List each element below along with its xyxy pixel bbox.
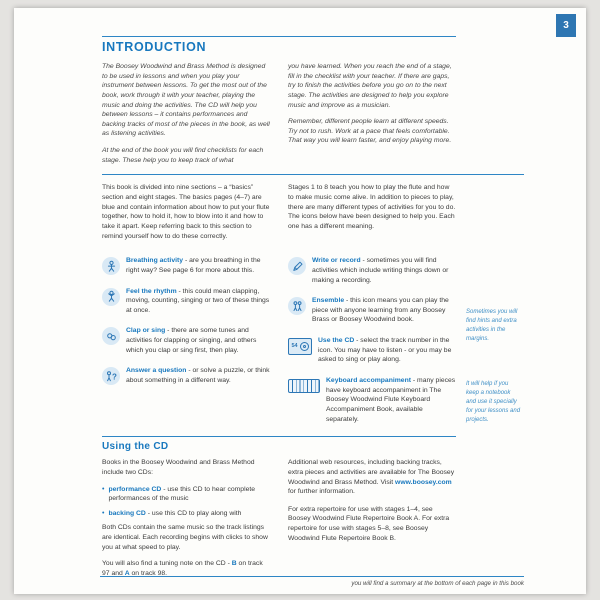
intro-column-left [102,62,270,172]
intro-paragraph: The Boosey Woodwind and Brass Method is designed to be used in lessons and when you play your instrument between lessons. To get the most out of the book, work through it with your teacher, playing the music and doing the activities. The CD will help you between lessons – it contains performances and backing tracks of most of the pieces in the book, as well as listening activities. [102,63,270,138]
cd-tuning-note: You will also find a tuning note on the CD - B on track 97 and A on track 98. [102,560,263,577]
margin-note: Sometimes you will find hints and extra activities in the margins. [466,309,518,342]
bullet-glyph: • [102,509,105,517]
intro-paragraph: Remember, different people learn at different speeds. Try not to rush. Work at a pace that feels comfortable. That way you will learn faster, and enjoy playing more. [288,118,452,145]
cd-paragraph: Books in the Boosey Woodwind and Brass Method include two CDs: [102,459,255,476]
cd-bullet-performance [102,485,270,504]
legend-item-write [288,256,456,285]
legend-item-question [102,366,270,385]
bullet-glyph: • [102,485,105,493]
legend-item-text: Keyboard accompaniment - many pieces have keyboard accompaniment in The Boosey Woodwind Flute Keyboard Accompaniment Book, available separately. [326,377,456,423]
cd-disc-glyph [300,342,309,351]
overview-left: This book is divided into nine sections – a “basics” section and eight stages. The basics pages (4–7) are blue and contain information about how to put your flute together, how to hold it, how to blow into it and how to take it apart. Keep referring back to this section to remind yourself how to do these correctly. [102,184,270,240]
using-cd-rule [102,436,456,437]
clap-or-sing-icon [102,327,120,345]
boosey-url: www.boosey.com [395,478,452,486]
intro-paragraph: you have learned. When you reach the end of a stage, fill in the checklist with your teacher. If there are gaps, try to finish the activities before you go on to the next stage. The activities are designed to help you explore music and improve as a musician. [288,63,452,109]
feel-the-rhythm-icon [102,288,120,306]
legend-item-text: Answer a question - or solve a puzzle, or think about something in a different way. [126,367,270,385]
legend-item-title: Feel the rhythm [126,287,177,295]
legend-item-text: Breathing activity - are you breathing in the right way? See page 6 for more about this. [126,257,261,274]
legend-item-text: Write or record - sometimes you will find activities which include writing things down or making a recording. [312,257,449,284]
cd-paragraph: Both CDs contain the same music so the track listings are identical. Each recording begins with clicks to show you at what speed to play. [102,524,268,551]
icon-legend [102,256,456,424]
legend-item-title: Use the CD [318,337,355,345]
legend-item-title: Breathing activity [126,257,184,265]
footer-summary-text: you will find a summary at the bottom of each page in this book [351,580,524,588]
sections-overview [102,183,456,248]
section-rule [102,174,524,175]
legend-item-title: Answer a question [126,367,187,375]
legend-item-breathing [102,256,270,275]
legend-item-title: Keyboard accompaniment [326,377,411,385]
cd-web-paragraph: Additional web resources, including backing tracks, extra pieces and activities are available for The Boosey Woodwind and Brass Method. Visit www.boosey.com for further information. [288,459,455,496]
icon-legend-right [288,256,456,424]
keyboard-accompaniment-icon [288,379,320,393]
legend-item-text: Feel the rhythm - this could mean clapping, moving, counting, singing or two of these things at once. [126,287,270,314]
svg-text:?: ? [111,372,117,382]
legend-item-clap [102,326,270,355]
page-number-badge: 3 [556,14,576,37]
legend-item-title: Write or record [312,257,361,265]
page-title: INTRODUCTION [102,40,207,54]
main-content [102,36,456,586]
using-cd-right [288,458,456,585]
ensemble-icon [288,297,306,315]
legend-item-text: Clap or sing - there are some tunes and activities for clapping or singing, and others which you clap or sing first, then play. [126,327,257,354]
legend-item-title: Ensemble [312,297,345,305]
icon-legend-left [102,256,270,424]
legend-item-text: Use the CD - select the track number in the icon. You may have to listen - or you may be asked to sing or play along. [318,337,452,364]
intro-paragraph: At the end of the book you will find checklists for each stage. These help you to keep track of what [102,147,264,164]
footer-rule [100,576,524,577]
legend-item-text: Ensemble - this icon means you can play the piece with anyone learning from any Boosey Brass or Boosey Woodwind book. [312,297,449,324]
intro-text [102,62,456,172]
cd-bullet-text: backing CD - use this CD to play along with [108,509,242,517]
overview-right: Stages 1 to 8 teach you how to play the flute and how to make music come alive. In addition to pieces to play, there are many different types of activities for you to do. The icons below have been designed to help you. Each one has a different meaning. [288,184,456,230]
cd-track-number: 54 [291,342,298,349]
legend-item-cd [288,336,456,365]
using-cd-section [102,458,456,585]
using-cd-title: Using the CD [102,441,169,453]
cd-bullet-backing [102,509,270,519]
using-cd-left [102,458,270,585]
cd-bullet-text: performance CD - use this CD to hear complete performances of the music [108,485,256,503]
legend-item-title: Clap or sing [126,327,166,335]
use-the-cd-icon [288,338,312,355]
title-rule [102,36,456,37]
book-page [14,8,586,594]
margin-note: It will help if you keep a notebook and use it specially for your lessons and projects. [466,381,521,423]
legend-item-rhythm [102,287,270,316]
intro-column-right [288,62,456,172]
write-or-record-icon [288,257,306,275]
answer-question-icon [102,367,120,385]
cd-repertoire-paragraph: For extra repertoire for use with stages 1–4, see Boosey Woodwind Flute Repertoire Book A. For extra repertoire for use with stages 5–8, see Boosey Woodwind Flute Repertoire Book B. [288,505,450,542]
legend-item-keyboard [288,376,456,424]
breathing-activity-icon [102,257,120,275]
legend-item-ensemble [288,296,456,325]
